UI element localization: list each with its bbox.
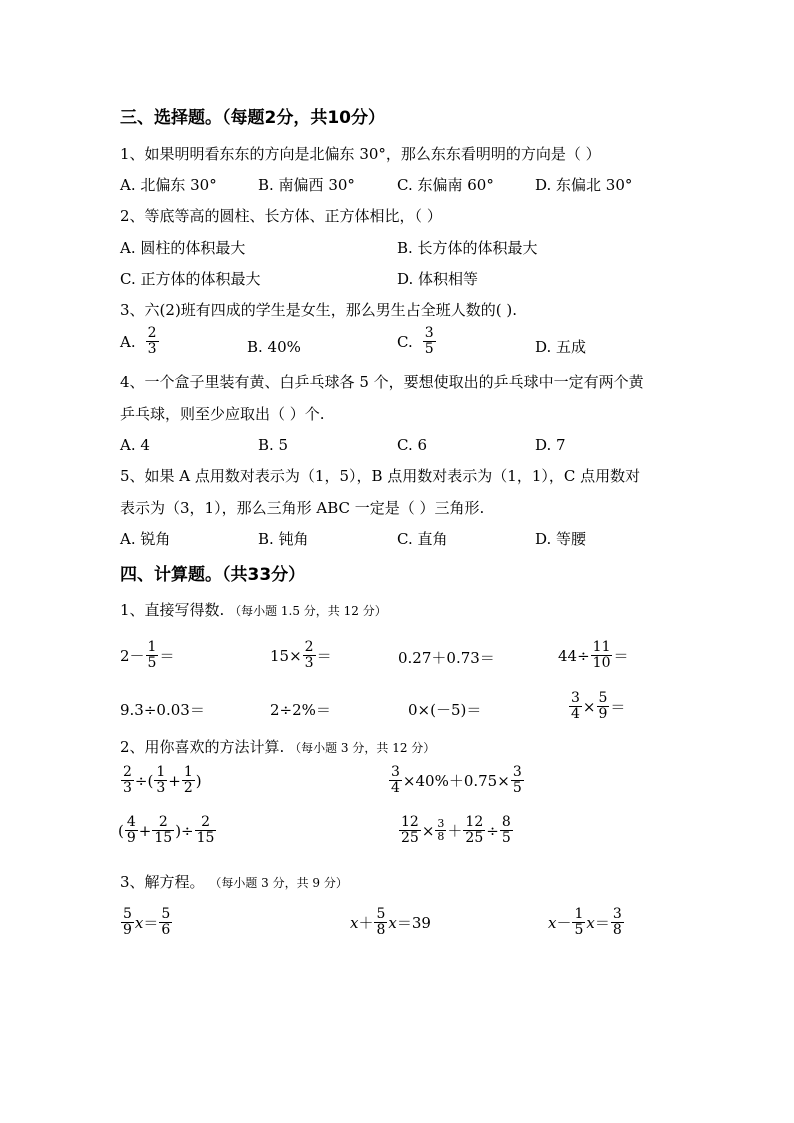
fraction [146,640,159,671]
operator: ＋ [447,822,463,840]
p3-equation-3 [548,907,625,938]
fraction-2 [152,815,174,846]
fraction-1 [399,815,421,846]
operator: ÷ [486,821,499,840]
section-title-calculation: 四、计算题。（共33分） [120,565,306,585]
question-2-stem: 2、等底等高的圆柱、长方体、正方体相比，（ ） [120,207,442,225]
numerator: 3 [391,764,400,780]
section-title-choice: 三、选择题。（每题2分，共10分） [120,108,385,128]
numerator: 2 [147,325,157,341]
p1-expression-1 [120,640,174,671]
p1-expression-6: 2÷2%＝ [270,701,331,719]
denominator: 10 [592,655,611,671]
q3-option-b: B. 40% [247,338,301,356]
variable-x: x [586,913,595,932]
fraction [591,640,613,671]
denominator: 9 [126,830,136,846]
q3-option-a-label: A. [120,332,136,351]
variable-x: x [134,913,144,932]
denominator: 5 [512,780,522,796]
denominator: 4 [391,780,400,796]
operator: ÷( [134,771,154,790]
q4-option-c: C. 6 [397,436,428,454]
fraction-2 [159,907,172,938]
fraction-1 [389,765,402,796]
part-2-title [120,737,435,758]
operator: + [168,771,181,790]
text: 2－ [120,647,145,665]
part-1-title [120,600,387,621]
denominator: 3 [147,341,157,357]
variable-x: x [350,913,359,932]
fraction-2 [611,907,624,938]
denominator: 15 [154,830,173,846]
denominator: 5 [147,655,157,671]
numerator: 12 [465,814,484,830]
denominator: 5 [501,830,511,846]
denominator: 5 [574,922,584,938]
q4-option-d: D. 7 [535,436,566,454]
fraction-3 [195,815,217,846]
fraction-3 [463,815,485,846]
p1-expression-8 [568,691,625,722]
fraction-2 [597,691,610,722]
fraction-1 [572,907,585,938]
operator: － [556,914,572,932]
text: 44÷ [558,646,590,665]
numerator: 1 [147,639,157,655]
q5-option-d: D. 等腰 [535,530,587,548]
denominator: 8 [612,922,622,938]
q2-option-a: A. 圆柱的体积最大 [120,239,246,257]
operator: ＋ [358,914,374,932]
fraction-2 [435,818,446,843]
numerator: 3 [512,764,522,780]
numerator: 1 [183,764,193,780]
denominator: 3 [123,780,132,796]
denominator: 6 [161,922,171,938]
part-2-note: （每小题 3 分，共 12 分） [289,741,436,755]
text: 15× [270,646,302,665]
fraction-1 [121,765,134,796]
part-3-title [120,872,348,893]
operator: + [138,821,152,840]
p2-expression-3 [118,815,217,846]
q3-option-a-fraction [146,326,159,357]
fraction-2 [511,765,524,796]
numerator: 2 [304,639,314,655]
denominator: 15 [196,830,215,846]
fraction-1 [121,907,134,938]
middle-text: )÷ [175,821,194,840]
numerator: 12 [401,814,419,830]
part-1-note: （每小题 1.5 分，共 12 分） [229,604,387,618]
equals: ＝ [610,698,626,716]
equals: ＝ [316,647,332,665]
part-2-label: 2、用你喜欢的方法计算. [120,738,285,756]
fraction-4 [500,815,513,846]
p3-equation-1 [120,907,173,938]
fraction-1 [125,815,138,846]
middle-text: ×40%＋0.75× [402,772,510,790]
fraction-1 [569,691,582,722]
p1-expression-7: 0×(－5)＝ [408,701,482,719]
p1-expression-5: 9.3÷0.03＝ [120,701,205,719]
open-paren: ( [118,821,124,840]
denominator: 25 [465,830,484,846]
q1-option-c: C. 东偏南 60° [397,176,494,194]
fraction-3 [182,765,195,796]
numerator: 5 [376,906,386,922]
q3-option-a [120,326,160,357]
fraction-1 [374,907,387,938]
numerator: 2 [158,814,168,830]
q5-option-c: C. 直角 [397,530,448,548]
numerator: 5 [161,906,171,922]
denominator: 3 [156,780,166,796]
variable-x: x [388,913,397,932]
operator: × [582,697,596,716]
numerator: 2 [201,814,210,830]
numerator: 2 [123,764,132,780]
denominator: 2 [183,780,193,796]
equals: ＝ [159,647,175,665]
numerator: 3 [571,690,580,706]
denominator: 9 [123,922,132,938]
question-4-stem-line2: 乒乓球，则至少应取出（ ）个. [120,405,325,423]
question-3-stem: 3、六(2)班有四成的学生是女生，那么男生占全班人数的( ). [120,301,518,319]
q1-option-b: B. 南偏西 30° [258,176,355,194]
p2-expression-4 [398,815,514,846]
q2-option-c: C. 正方体的体积最大 [120,270,261,288]
q1-option-d: D. 东偏北 30° [535,176,633,194]
q5-option-b: B. 钝角 [258,530,309,548]
q2-option-b: B. 长方体的体积最大 [397,239,538,257]
q4-option-b: B. 5 [258,436,289,454]
q5-option-a: A. 锐角 [120,530,171,548]
numerator: 3 [612,906,622,922]
q3-option-d: D. 五成 [535,338,587,356]
denominator: 4 [571,706,580,722]
p1-expression-3: 0.27＋0.73＝ [398,649,495,667]
denominator: 5 [424,341,434,357]
numerator: 1 [156,764,166,780]
q2-option-d: D. 体积相等 [397,270,479,288]
close-paren: ) [195,771,202,790]
part-1-label: 1、直接写得数. [120,601,225,619]
denominator: 8 [376,922,386,938]
q4-option-a: A. 4 [120,436,150,454]
q3-option-c-fraction [423,326,436,357]
p2-expression-1 [120,765,202,796]
equals: ＝ [143,914,159,932]
numerator: 8 [501,814,511,830]
part-3-note: （每小题 3 分，共 9 分） [209,876,348,890]
denominator: 9 [598,706,608,722]
denominator: 8 [437,830,445,843]
numerator: 1 [574,906,584,922]
q3-option-c [397,326,437,357]
operator: × [421,821,435,840]
equals: ＝ [613,647,629,665]
q1-option-a: A. 北偏东 30° [120,176,217,194]
q3-option-c-label: C. [397,332,413,351]
numerator: 3 [424,325,434,341]
p3-equation-2 [350,907,431,938]
equals: ＝ [594,914,610,932]
question-4-stem-line1: 4、一个盒子里装有黄、白乒乓球各 5 个，要想使取出的乒乓球中一定有两个黄 [120,373,644,391]
question-5-stem-line1: 5、如果 A 点用数对表示为（1，5），B 点用数对表示为（1，1），C 点用数对 [120,467,641,485]
numerator: 3 [437,817,445,830]
fraction [303,640,316,671]
p2-expression-2 [388,765,525,796]
denominator: 25 [401,830,419,846]
denominator: 3 [304,655,314,671]
fraction-2 [154,765,167,796]
variable-x: x [548,913,557,932]
p1-expression-2 [270,640,332,671]
right-hand-side: ＝39 [396,914,431,932]
numerator: 11 [592,639,611,655]
question-5-stem-line2: 表示为（3，1），那么三角形 ABC 一定是（ ）三角形. [120,499,485,517]
part-3-label: 3、解方程。 [120,873,205,891]
numerator: 5 [123,906,132,922]
p1-expression-4 [558,640,629,671]
question-1-stem: 1、如果明明看东东的方向是北偏东 30°，那么东东看明明的方向是（ ） [120,145,601,163]
numerator: 4 [126,814,136,830]
numerator: 5 [598,690,608,706]
